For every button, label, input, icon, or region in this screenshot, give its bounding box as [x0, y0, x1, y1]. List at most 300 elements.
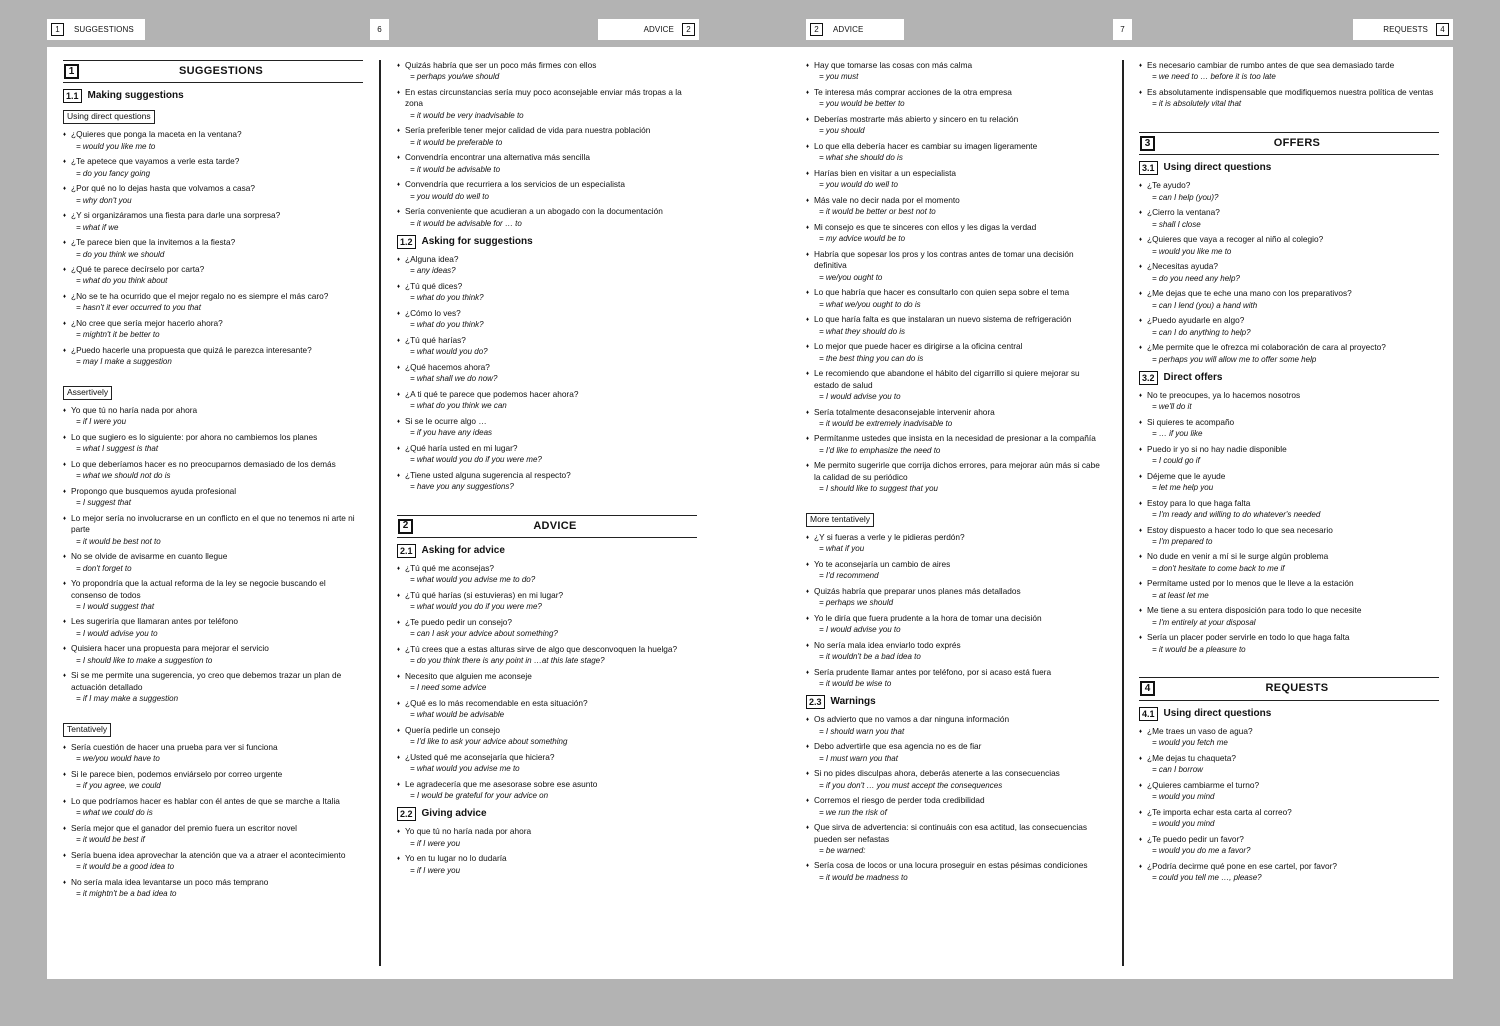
english-gloss: = if you have any ideas [410, 428, 493, 438]
spanish-phrase: ♦ Sería prudente llamar antes por teléfono, por si acaso está fuera [806, 667, 1106, 678]
english-gloss: = what do you think about [76, 276, 168, 286]
spanish-phrase: ♦ No sería mala idea levantarse un poco más temprano [63, 877, 363, 888]
english-gloss: = it would be extremely inadvisable to [819, 418, 953, 428]
spanish-phrase: ♦ Lo mejor sería no involucrarse en un conflicto en el que no tenemos ni arte ni parte [63, 513, 363, 536]
spanish-phrase: ♦ Sería cuestión de hacer una prueba para ver si funciona [63, 742, 363, 753]
english-gloss: = what do you think we can [410, 401, 507, 411]
entry [397, 254, 697, 276]
english-gloss: = I should like to suggest that you [819, 484, 938, 494]
subsection-requests-direct-questions [1139, 707, 1439, 721]
english-gloss: = I'd recommend [819, 571, 879, 581]
spanish-phrase: ♦ Estoy para lo que haga falta [1139, 498, 1439, 509]
spanish-phrase: ♦ Yo que tú no haría nada por ahora [397, 826, 697, 837]
english-gloss: = let me help you [1152, 483, 1214, 493]
subsection-title: Warnings [830, 696, 876, 708]
subsection-title: Asking for advice [421, 544, 505, 556]
spanish-phrase: ♦ ¿Puedo hacerle una propuesta que quizá le parezca interesante? [63, 345, 363, 356]
spanish-phrase: ♦ ¿Tú crees que a estas alturas sirve de algo que desconvoquen la huelga? [397, 644, 697, 655]
spanish-phrase: ♦ ¿Quieres que vaya a recoger al niño al colegio? [1139, 234, 1439, 245]
spanish-phrase: ♦ ¿Tú qué harías (si estuvieras) en mi lugar? [397, 590, 697, 601]
entry [806, 168, 1106, 190]
english-gloss: = I'm prepared to [1152, 536, 1213, 546]
spanish-phrase: ♦ Quería pedirle un consejo [397, 725, 697, 736]
spanish-phrase: ♦ Si se me permite una sugerencia, yo creo que debemos trazar un plan de actuación detallado [63, 670, 363, 693]
spanish-phrase: ♦ ¿Tú qué harías? [397, 335, 697, 346]
spanish-phrase: ♦ Quizás habría que preparar unos planes más detallados [806, 586, 1106, 597]
english-gloss: = we/you ought to [819, 272, 883, 282]
english-gloss: = at least let me [1152, 590, 1209, 600]
entry [806, 714, 1106, 736]
english-gloss: = I would advise you to [819, 625, 901, 635]
header-left-1 [47, 19, 145, 40]
english-gloss: = hasn't it ever occurred to you that [76, 303, 201, 313]
entry [1139, 471, 1439, 493]
header-left-2 [598, 19, 699, 40]
subsection-making-suggestions [63, 89, 363, 103]
english-gloss: = it would be very inadvisable to [410, 110, 524, 120]
english-gloss: = perhaps you/we should [410, 72, 500, 82]
spanish-phrase: ♦ ¿Te apetece que vayamos a verle esta tarde? [63, 156, 363, 167]
entry [1139, 180, 1439, 202]
english-gloss: = it would be wise to [819, 679, 892, 689]
spanish-phrase: ♦ ¿Tiene usted alguna sugerencia al respecto? [397, 470, 697, 481]
entry [63, 513, 363, 547]
spanish-phrase: ♦ Me permito sugerirle que corrija dichos errores, para mejorar aún más si cabe la calidad de su periódico [806, 460, 1106, 483]
subsection-number: 3.2 [1139, 371, 1158, 385]
entry [806, 407, 1106, 429]
entry [397, 87, 697, 121]
section-number: 4 [1140, 681, 1155, 696]
spanish-phrase: ♦ Lo que ella debería hacer es cambiar su imagen ligeramente [806, 141, 1106, 152]
entry [63, 210, 363, 232]
spanish-phrase: ♦ Si le parece bien, podemos enviárselo por correo urgente [63, 769, 363, 780]
header-section-number: 1 [51, 23, 64, 36]
entry [397, 563, 697, 585]
subsection-title: Using direct questions [1163, 707, 1272, 719]
entry [63, 459, 363, 481]
spanish-phrase: ♦ Lo que deberíamos hacer es no preocuparnos demasiado de los demás [63, 459, 363, 470]
spanish-phrase: ♦ Si se le ocurre algo … [397, 416, 697, 427]
english-gloss: = what would you do if you were me? [410, 602, 542, 612]
spanish-phrase: ♦ Yo te aconsejaría un cambio de aires [806, 559, 1106, 570]
spanish-phrase: ♦ ¿Te parece bien que la invitemos a la fiesta? [63, 237, 363, 248]
spanish-phrase: ♦ ¿Podría decirme qué pone en ese cartel, por favor? [1139, 861, 1439, 872]
spanish-phrase: ♦ En estas circunstancias sería muy poco aconsejable enviar más tropas a la zona [397, 87, 697, 110]
entry [63, 616, 363, 638]
entry [806, 822, 1106, 856]
entry [1139, 525, 1439, 547]
spanish-phrase: ♦ Quisiera hacer una propuesta para mejorar el servicio [63, 643, 363, 654]
entry [397, 470, 697, 492]
english-gloss: = it would be best if [76, 835, 145, 845]
entry [1139, 444, 1439, 466]
spanish-phrase: ♦ Habría que sopesar los pros y los contras antes de tomar una decisión definitiva [806, 249, 1106, 272]
entry [397, 206, 697, 228]
entry [806, 559, 1106, 581]
column-3 [806, 60, 1106, 887]
spanish-phrase: ♦ ¿No se te ha ocurrido que el mejor regalo no es siempre el más caro? [63, 291, 363, 302]
entry [806, 460, 1106, 494]
spanish-phrase: ♦ Le recomiendo que abandone el hábito del cigarrillo si quiere mejorar su estado de salud [806, 368, 1106, 391]
section-number: 1 [64, 64, 79, 79]
english-gloss: = what if we [76, 222, 119, 232]
spanish-phrase: ♦ Yo le diría que fuera prudente a la hora de tomar una decisión [806, 613, 1106, 624]
english-gloss: = would you fetch me [1152, 738, 1228, 748]
english-gloss: = we need to … before it is too late [1152, 72, 1276, 82]
subsection-giving-advice [397, 807, 697, 821]
spanish-phrase: ♦ Debo advertirle que esa agencia no es de fiar [806, 741, 1106, 752]
entry [63, 486, 363, 508]
header-section-number: 2 [682, 23, 695, 36]
english-gloss: = what shall we do now? [410, 374, 498, 384]
entry [1139, 632, 1439, 654]
english-gloss: = if you agree, we could [76, 781, 161, 791]
spanish-phrase: ♦ Harías bien en visitar a un especialista [806, 168, 1106, 179]
subsection-number: 2.2 [397, 807, 416, 821]
english-gloss: = do you fancy going [76, 168, 151, 178]
entry [63, 643, 363, 665]
section-title: ADVICE [533, 519, 577, 532]
english-gloss: = it would be madness to [819, 872, 908, 882]
entry [1139, 234, 1439, 256]
entry [806, 114, 1106, 136]
spanish-phrase: ♦ ¿Cómo lo ves? [397, 308, 697, 319]
entry [1139, 288, 1439, 310]
entry [63, 796, 363, 818]
entry [397, 125, 697, 147]
english-gloss: = be warned: [819, 845, 866, 855]
category-label: Tentatively [63, 723, 111, 737]
entry [806, 741, 1106, 763]
english-gloss: = have you any suggestions? [410, 482, 514, 492]
spanish-phrase: ♦ ¿Qué hacemos ahora? [397, 362, 697, 373]
entry [1139, 605, 1439, 627]
spanish-phrase: ♦ Puedo ir yo si no hay nadie disponible [1139, 444, 1439, 455]
spanish-phrase: ♦ No te preocupes, ya lo hacemos nosotros [1139, 390, 1439, 401]
spanish-phrase: ♦ ¿Qué te parece decírselo por carta? [63, 264, 363, 275]
entry [63, 291, 363, 313]
english-gloss: = I'm entirely at your disposal [1152, 617, 1256, 627]
header-section-label: REQUESTS [1383, 25, 1428, 34]
spanish-phrase: ♦ Que sirva de advertencia: si continuáis con esa actitud, las consecuencias pueden ser nefastas [806, 822, 1106, 845]
entry [397, 389, 697, 411]
spanish-phrase: ♦ ¿Te importa echar esta carta al correo? [1139, 807, 1439, 818]
column-divider [1122, 60, 1124, 966]
entry [397, 617, 697, 639]
spanish-phrase: ♦ ¿Por qué no lo dejas hasta que volvamos a casa? [63, 183, 363, 194]
section-title: OFFERS [1273, 136, 1321, 149]
entry [63, 264, 363, 286]
entry [806, 532, 1106, 554]
spanish-phrase: ♦ ¿Te puedo pedir un consejo? [397, 617, 697, 628]
spanish-phrase: ♦ Deberías mostrarte más abierto y sincero en tu relación [806, 114, 1106, 125]
spanish-phrase: ♦ Le agradecería que me asesorase sobre ese asunto [397, 779, 697, 790]
english-gloss: = it wouldn't be a bad idea to [819, 652, 921, 662]
header-section-number: 4 [1436, 23, 1449, 36]
english-gloss: = what if you [819, 544, 865, 554]
section-requests [1139, 677, 1439, 700]
english-gloss: = it would be advisable to [410, 164, 501, 174]
english-gloss: = I suggest that [76, 498, 131, 508]
english-gloss: = it is absolutely vital that [1152, 99, 1242, 109]
spanish-phrase: ♦ Sería mejor que el ganador del premio fuera un escritor novel [63, 823, 363, 834]
entry [1139, 498, 1439, 520]
header-right-2 [1353, 19, 1453, 40]
section-suggestions [63, 60, 363, 83]
category-label: Using direct questions [63, 110, 155, 124]
spanish-phrase: ♦ Permítame usted por lo menos que le lleve a la estación [1139, 578, 1439, 589]
entry [1139, 780, 1439, 802]
english-gloss: = you would do well to [410, 191, 489, 201]
subsection-warnings [806, 695, 1106, 709]
spanish-phrase: ♦ Lo mejor que puede hacer es dirigirse a la oficina central [806, 341, 1106, 352]
english-gloss: = what do you think? [410, 320, 484, 330]
entry [397, 590, 697, 612]
category-label: More tentatively [806, 513, 874, 527]
subsection-title: Asking for suggestions [421, 235, 533, 247]
header-section-number: 2 [810, 23, 823, 36]
english-gloss: = if I were you [76, 417, 127, 427]
english-gloss: = you would be better to [819, 99, 905, 109]
english-gloss: = it would be a good idea to [76, 862, 175, 872]
spanish-phrase: ♦ Hay que tomarse las cosas con más calma [806, 60, 1106, 71]
english-gloss: = we run the risk of [819, 807, 887, 817]
spanish-phrase: ♦ Lo que haría falta es que instalaran un nuevo sistema de refrigeración [806, 314, 1106, 325]
english-gloss: = I'd like to ask your advice about something [410, 737, 568, 747]
subsection-number: 2.1 [397, 544, 416, 558]
spanish-phrase: ♦ Les sugeriría que llamaran antes por teléfono [63, 616, 363, 627]
entry [806, 368, 1106, 402]
english-gloss: = we/you would have to [76, 754, 160, 764]
english-gloss: = I must warn you that [819, 753, 898, 763]
entry [397, 281, 697, 303]
subsection-title: Making suggestions [87, 90, 184, 102]
english-gloss: = it would be preferable to [410, 137, 503, 147]
entry [806, 87, 1106, 109]
english-gloss: = I would be grateful for your advice on [410, 791, 549, 801]
english-gloss: = could you tell me …, please? [1152, 872, 1262, 882]
section-title: SUGGESTIONS [179, 65, 263, 77]
english-gloss: = what she should do is [819, 153, 903, 163]
section-offers [1139, 132, 1439, 155]
spanish-phrase: ♦ Permítanme ustedes que insista en la necesidad de presionar a la compañía [806, 433, 1106, 444]
english-gloss: = would you do me a favor? [1152, 845, 1251, 855]
english-gloss: = what would be advisable [410, 710, 505, 720]
entry [1139, 861, 1439, 883]
english-gloss: = do you think there is any point in …at this late stage? [410, 656, 605, 666]
subsection-asking-advice [397, 544, 697, 558]
entry [63, 850, 363, 872]
entry [1139, 726, 1439, 748]
spanish-phrase: ♦ ¿Alguna idea? [397, 254, 697, 265]
entry [397, 362, 697, 384]
entry [806, 60, 1106, 82]
spanish-phrase: ♦ ¿Usted qué me aconsejaría que hiciera? [397, 752, 697, 763]
entry [806, 768, 1106, 790]
english-gloss: = if I were you [410, 838, 461, 848]
spanish-phrase: ♦ ¿Qué haría usted en mi lugar? [397, 443, 697, 454]
english-gloss: = it would be best not to [76, 536, 161, 546]
english-gloss: = I would advise you to [76, 628, 158, 638]
english-gloss: = shall I close [1152, 219, 1201, 229]
english-gloss: = don't hesitate to come back to me if [1152, 563, 1285, 573]
english-gloss: = would you like me to [76, 141, 156, 151]
subsection-number: 3.1 [1139, 161, 1158, 175]
spanish-phrase: ♦ ¿Tú qué dices? [397, 281, 697, 292]
english-gloss: = would you like me to [1152, 246, 1232, 256]
entry [806, 249, 1106, 283]
english-gloss: = can I lend (you) a hand with [1152, 300, 1258, 310]
entry [63, 237, 363, 259]
english-gloss: = any ideas? [410, 266, 456, 276]
spanish-phrase: ♦ Convendría encontrar una alternativa más sencilla [397, 152, 697, 163]
spanish-phrase: ♦ ¿Me dejas tu chaqueta? [1139, 753, 1439, 764]
english-gloss: = I'm ready and willing to do whatever's needed [1152, 509, 1321, 519]
entry [397, 644, 697, 666]
entry [63, 877, 363, 899]
entry [1139, 342, 1439, 364]
spanish-phrase: ♦ Es absolutamente indispensable que modifiquemos nuestra política de ventas [1139, 87, 1439, 98]
entry [806, 314, 1106, 336]
entry [1139, 261, 1439, 283]
entry [806, 640, 1106, 662]
english-gloss: = can I help (you)? [1152, 192, 1219, 202]
english-gloss: = do you think we should [76, 249, 165, 259]
english-gloss: = if I were you [410, 865, 461, 875]
spanish-phrase: ♦ Déjeme que le ayude [1139, 471, 1439, 482]
spanish-phrase: ♦ ¿Y si organizáramos una fiesta para darle una sorpresa? [63, 210, 363, 221]
spanish-phrase: ♦ ¿Qué es lo más recomendable en esta situación? [397, 698, 697, 709]
entry [63, 183, 363, 205]
subsection-title: Direct offers [1163, 371, 1223, 383]
spanish-phrase: ♦ Lo que podríamos hacer es hablar con él antes de que se marche a Italia [63, 796, 363, 807]
english-gloss: = what I suggest is that [76, 444, 159, 454]
spanish-phrase: ♦ Sería preferible tener mejor calidad de vida para nuestra población [397, 125, 697, 136]
spanish-phrase: ♦ ¿Puedo ayudarle en algo? [1139, 315, 1439, 326]
spanish-phrase: ♦ Te interesa más comprar acciones de la otra empresa [806, 87, 1106, 98]
entry [63, 769, 363, 791]
subsection-number: 2.3 [806, 695, 825, 709]
entry [806, 287, 1106, 309]
entry [1139, 417, 1439, 439]
english-gloss: = what do you think? [410, 293, 484, 303]
spanish-phrase: ♦ ¿Tú qué me aconsejas? [397, 563, 697, 574]
english-gloss: = I need some advice [410, 683, 487, 693]
english-gloss: = I'd like to emphasize the need to [819, 445, 941, 455]
entry [806, 613, 1106, 635]
entry [1139, 60, 1439, 82]
column-1 [63, 60, 363, 904]
english-gloss: = I would suggest that [76, 601, 155, 611]
spanish-phrase: ♦ ¿Cierro la ventana? [1139, 207, 1439, 218]
column-4 [1139, 60, 1439, 887]
header-right-1 [806, 19, 904, 40]
entry [806, 795, 1106, 817]
spanish-phrase: ♦ Corremos el riesgo de perder toda credibilidad [806, 795, 1106, 806]
english-gloss: = can I do anything to help? [1152, 327, 1251, 337]
entry [806, 433, 1106, 455]
entry [397, 698, 697, 720]
entry [1139, 807, 1439, 829]
spanish-phrase: ♦ ¿Te puedo pedir un favor? [1139, 834, 1439, 845]
entry [806, 341, 1106, 363]
spanish-phrase: ♦ Convendría que recurriera a los servicios de un especialista [397, 179, 697, 190]
spanish-phrase: ♦ Lo que habría que hacer es consultarlo con quien sepa sobre el tema [806, 287, 1106, 298]
english-gloss: = you must [819, 72, 859, 82]
section-number: 3 [1140, 136, 1155, 151]
entry [397, 308, 697, 330]
english-gloss: = why don't you [76, 195, 132, 205]
english-gloss: = may I make a suggestion [76, 357, 172, 367]
column-2 [397, 60, 697, 880]
entry [1139, 390, 1439, 412]
english-gloss: = it would be a pleasure to [1152, 644, 1246, 654]
spanish-phrase: ♦ Sería conveniente que acudieran a un abogado con la documentación [397, 206, 697, 217]
spanish-phrase: ♦ Más vale no decir nada por el momento [806, 195, 1106, 206]
entry [63, 670, 363, 704]
entry [397, 671, 697, 693]
category-label: Assertively [63, 386, 112, 400]
entry [1139, 753, 1439, 775]
subsection-number: 4.1 [1139, 707, 1158, 721]
entry [806, 667, 1106, 689]
english-gloss: = what would you advise me to do? [410, 575, 536, 585]
english-gloss: = perhaps you will allow me to offer some help [1152, 354, 1317, 364]
entry [397, 779, 697, 801]
section-title: REQUESTS [1265, 682, 1329, 695]
english-gloss: = what we should not do is [76, 471, 171, 481]
english-gloss: = what we could do is [76, 808, 153, 818]
entry [63, 742, 363, 764]
english-gloss: = what would you advise me to [410, 764, 520, 774]
spanish-phrase: ♦ ¿Me dejas que te eche una mano con los preparativos? [1139, 288, 1439, 299]
english-gloss: = I could go if [1152, 456, 1200, 466]
entry [1139, 315, 1439, 337]
spanish-phrase: ♦ No se olvide de avisarme en cuanto llegue [63, 551, 363, 562]
english-gloss: = mightn't it be better to [76, 330, 160, 340]
spanish-phrase: ♦ No sería mala idea enviarlo todo exprés [806, 640, 1106, 651]
english-gloss: = would you mind [1152, 792, 1215, 802]
spanish-phrase: ♦ Es necesario cambiar de rumbo antes de que sea demasiado tarde [1139, 60, 1439, 71]
entry [63, 345, 363, 367]
subsection-direct-offers [1139, 371, 1439, 385]
subsection-number: 1.1 [63, 89, 82, 103]
entry [806, 860, 1106, 882]
section-number: 2 [398, 519, 413, 534]
entry [397, 152, 697, 174]
header-section-label: ADVICE [643, 25, 674, 34]
subsection-number: 1.2 [397, 235, 416, 249]
entry [1139, 834, 1439, 856]
column-divider [379, 60, 381, 966]
entry [397, 826, 697, 848]
entry [397, 60, 697, 82]
english-gloss: = the best thing you can do is [819, 353, 924, 363]
english-gloss: = if you don't … you must accept the consequences [819, 780, 1003, 790]
spanish-phrase: ♦ Estoy dispuesto a hacer todo lo que sea necesario [1139, 525, 1439, 536]
subsection-title: Using direct questions [1163, 162, 1272, 174]
spanish-phrase: ♦ ¿Quieres cambiarme el turno? [1139, 780, 1439, 791]
english-gloss: = I should like to make a suggestion to [76, 655, 213, 665]
spanish-phrase: ♦ ¿Quieres que ponga la maceta en la ventana? [63, 129, 363, 140]
spanish-phrase: ♦ Sería buena idea aprovechar la atención que va a atraer el acontecimiento [63, 850, 363, 861]
english-gloss: = can I borrow [1152, 765, 1203, 775]
english-gloss: = I should warn you that [819, 726, 905, 736]
page-number-left: 6 [370, 19, 389, 40]
header-section-label: SUGGESTIONS [74, 25, 134, 34]
spanish-phrase: ♦ ¿No cree que sería mejor hacerlo ahora? [63, 318, 363, 329]
entry [1139, 207, 1439, 229]
